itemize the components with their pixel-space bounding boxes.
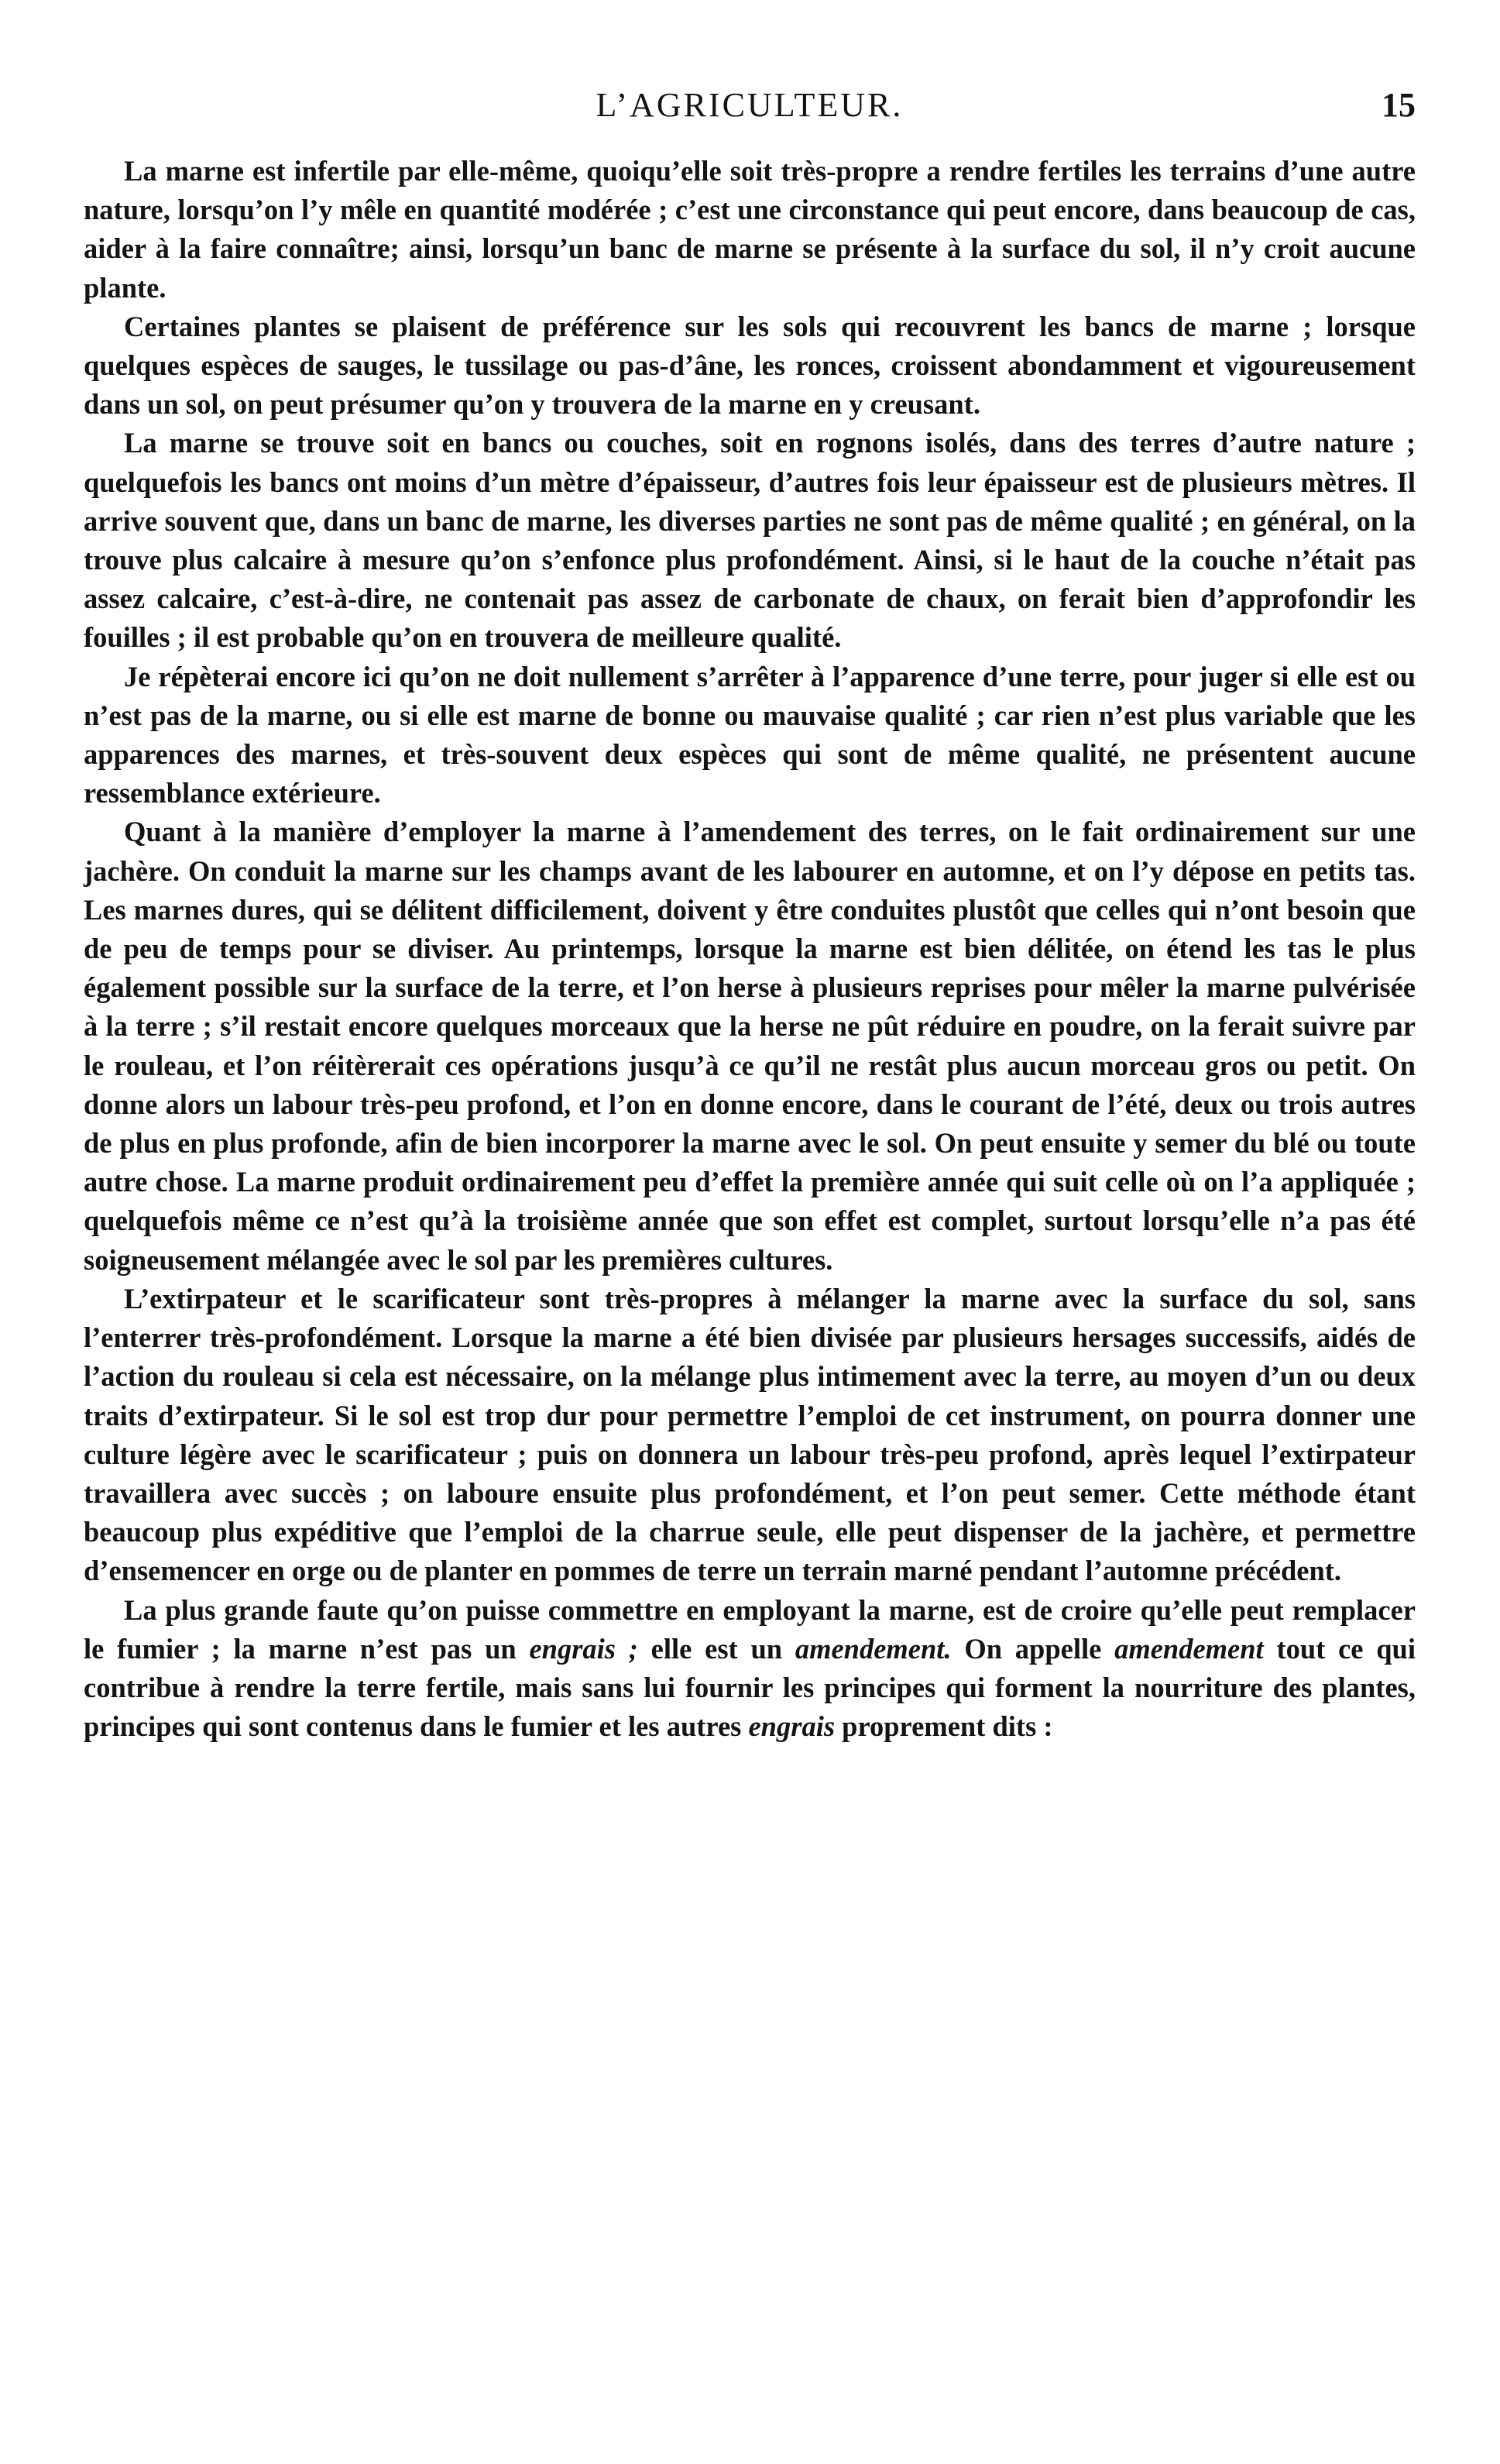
italic-term: engrais bbox=[748, 1710, 836, 1743]
paragraph bbox=[84, 813, 1416, 1279]
text-run: Quant à la manière d’employer la marne à l’amendement des terres, on le fait ordinairement sur une jachère. On conduit la marne sur les champs avant de les labourer en automne, et on l’y dépose en petits tas. Les marnes dures, qui se délitent difficilement, doivent y être conduites plustôt que celles qui n’ont besoin que de peu de temps pour se diviser. Au printemps, lorsque la marne est bien délitée, on étend les tas le plus également possible sur la surface de la terre, et l’on herse à plusieurs reprises pour mêler la marne pulvérisée à la terre ; s’il restait encore quelques morceaux que la herse ne pût réduire en poudre, on la ferait suivre par le rouleau, et l’on réitèrerait ces opérations jusqu’à ce qu’il ne restât plus aucun morceau gros ou petit. On donne alors un labour très-peu profond, et l’on en donne encore, dans le courant de l’été, deux ou trois autres de plus en plus profonde, afin de bien incorporer la marne avec le sol. On peut ensuite y semer du blé ou toute autre chose. La marne produit ordinairement peu d’effet la première année qui suit celle où on l’a appliquée ; quelquefois même ce n’est qu’à la troisième année que son effet est complet, surtout lorsqu’elle n’a pas été soigneusement mélangée avec le sol par les premières cultures. bbox=[84, 816, 1416, 1276]
paragraph bbox=[84, 152, 1416, 308]
paragraph bbox=[84, 308, 1416, 424]
text-run: Je répèterai encore ici qu’on ne doit nullement s’arrêter à l’apparence d’une terre, pour juger si elle est ou n’est pas de la marne, ou si elle est marne de bonne ou mauvaise qualité ; car rien n’est plus variable que les apparences des marnes, et très-souvent deux espèces qui sont de même qualité, ne présentent aucune ressemblance extérieure. bbox=[84, 660, 1416, 809]
italic-term: amendement bbox=[1114, 1632, 1264, 1665]
paragraph bbox=[84, 424, 1416, 657]
paragraph bbox=[84, 1591, 1416, 1747]
paragraph bbox=[84, 658, 1416, 813]
text-run: Certaines plantes se plaisent de préférence sur les sols qui recouvrent les bancs de marne ; lorsque quelques espèces de sauges, le tussilage ou pas-d’âne, les ronces, croissent abondamment et vigoureusement dans un sol, on peut présumer qu’on y trouvera de la marne en y creusant. bbox=[84, 310, 1416, 421]
text-run: tout ce qui contribue à rendre la terre fertile, mais sans lui fournir les principes qui forment la nourriture des plantes, principes qui sont contenus dans le fumier et les autres bbox=[84, 1632, 1416, 1743]
text-run: La plus grande faute qu’on puisse commettre en employant la marne, est de croire qu’elle peut remplacer le fumier ; la marne n’est pas un bbox=[84, 1593, 1416, 1665]
text-run: La marne est infertile par elle-même, quoiqu’elle soit très-propre a rendre fertiles les terrains d’une autre nature, lorsqu’on l’y mêle en quantité modérée ; c’est une circonstance qui peut encore, dans beaucoup de cas, aider à la faire connaître; ainsi, lorsqu’un banc de marne se présente à la surface du sol, il n’y croit aucune plante. bbox=[84, 155, 1416, 304]
book-page bbox=[84, 74, 1416, 1746]
text-run: elle est un bbox=[637, 1632, 795, 1665]
running-head bbox=[84, 74, 1416, 136]
text-run: proprement dits : bbox=[835, 1710, 1053, 1743]
body-text bbox=[84, 152, 1416, 1746]
running-title: L’AGRICULTEUR. bbox=[596, 86, 904, 124]
page-number: 15 bbox=[1382, 86, 1416, 124]
paragraph bbox=[84, 1280, 1416, 1591]
text-run: L’extirpateur et le scarificateur sont très-propres à mélanger la marne avec la surface du sol, sans l’enterrer très-profondément. Lorsque la marne a été bien divisée par plusieurs hersages successifs, aidés de l’action du rouleau si cela est nécessaire, on la mélange plus intimement avec la terre, au moyen d’un ou deux traits d’extirpateur. Si le sol est trop dur pour permettre l’emploi de cet instrument, on pourra donner une culture légère avec le scarificateur ; puis on donnera un labour très-peu profond, après lequel l’extirpateur travaillera avec succès ; on laboure ensuite plus profondément, et l’on peut semer. Cette méthode étant beaucoup plus expéditive que l’emploi de la charrue seule, elle peut dispenser de la jachère, et permettre d’ensemencer en orge ou de planter en pommes de terre un terrain marné pendant l’automne précédent. bbox=[84, 1282, 1416, 1587]
text-run: On appelle bbox=[951, 1632, 1115, 1665]
italic-term: engrais ; bbox=[529, 1632, 638, 1665]
text-run: La marne se trouve soit en bancs ou couches, soit en rognons isolés, dans des terres d’autre nature ; quelquefois les bancs ont moins d’un mètre d’épaisseur, d’autres fois leur épaisseur est de plusieurs mètres. Il arrive souvent que, dans un banc de marne, les diverses parties ne sont pas de même qualité ; en général, on la trouve plus calcaire à mesure qu’on s’enfonce plus profondément. Ainsi, si le haut de la couche n’était pas assez calcaire, c’est-à-dire, ne contenait pas assez de carbonate de chaux, on ferait bien d’approfondir les fouilles ; il est probable qu’on en trouvera de meilleure qualité. bbox=[84, 427, 1416, 654]
italic-term: amendement. bbox=[795, 1632, 952, 1665]
